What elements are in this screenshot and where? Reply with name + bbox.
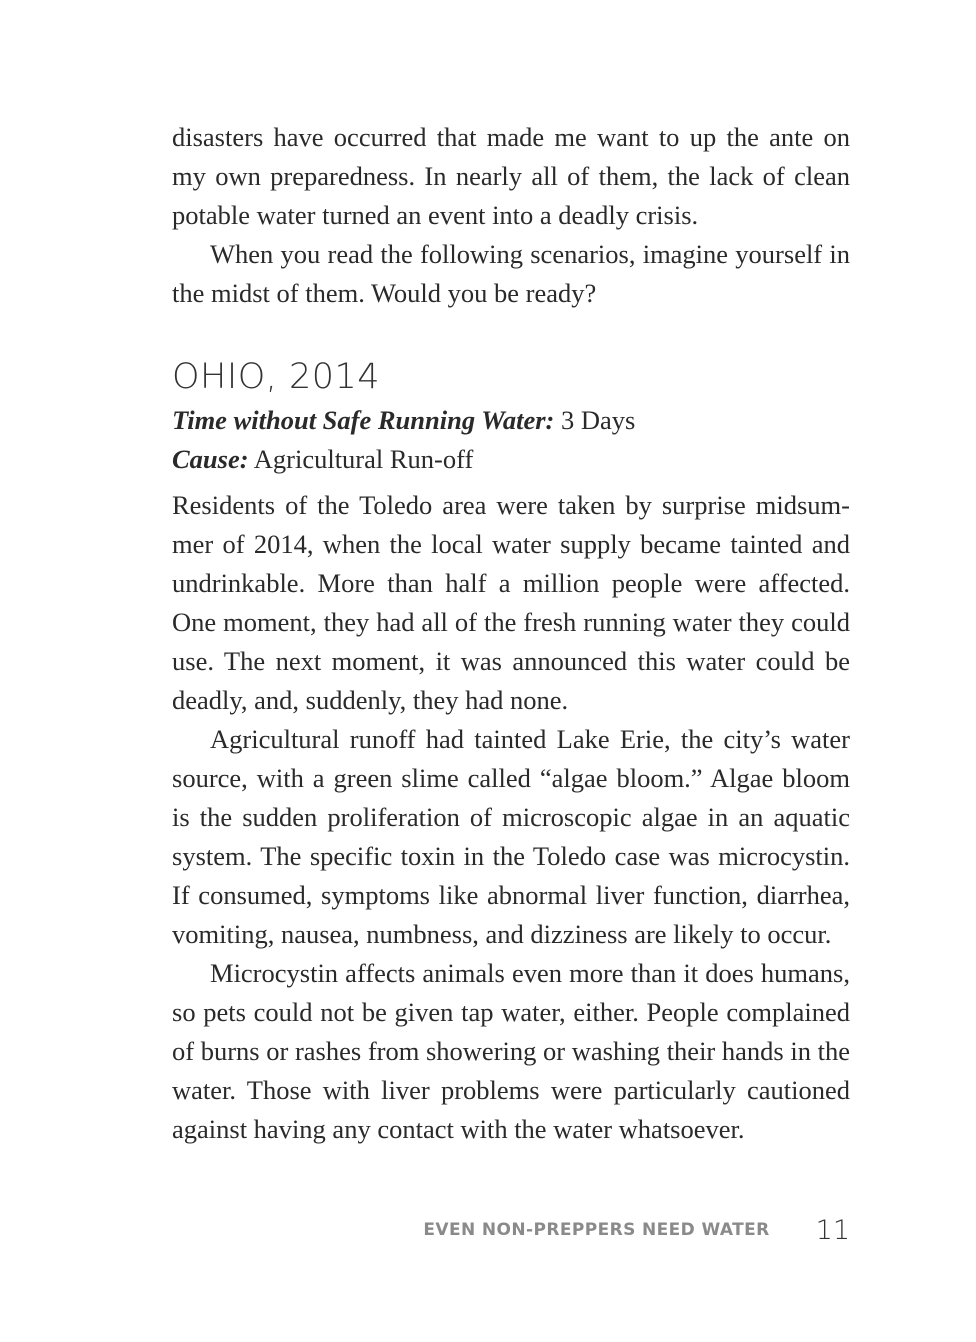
running-title: EVEN NON-PREPPERS NEED WATER	[423, 1220, 770, 1240]
page-footer	[423, 1208, 850, 1252]
page-body	[172, 118, 850, 1149]
cause-line	[172, 440, 850, 479]
page-number: 11	[815, 1214, 850, 1246]
time-without-water-value: 3 Days	[554, 405, 636, 435]
intro-paragraph: disasters have occurred that made me want to up the ante on my own preparedness. In nearly all of them, the lack of clean potable water turned an event into a deadly crisis.	[172, 122, 850, 230]
cause-value: Agricultural Run-off	[248, 444, 474, 474]
body-paragraph: Microcystin affects animals even more than it does humans, so pets could not be given tap water, either. People complained of burns or rashes from showering or washing their hands in the water. Those with liver problems were particularly cautioned against having any contact with the water whatsoever.	[172, 958, 850, 1144]
body-paragraph: Residents of the Toledo area were taken by surprise midsummer of 2014, when the local water supply became tainted and undrinkable. More than half a million people were affected. One moment, they had all of the fresh running water they could use. The next moment, it was announced this water could be deadly, and, suddenly, they had none.	[172, 490, 850, 715]
cause-label: Cause:	[172, 444, 249, 474]
time-without-water-label: Time without Safe Running Water:	[172, 405, 555, 435]
time-without-water-line	[172, 401, 850, 440]
body-paragraph: Agricultural runoff had tainted Lake Erie, the city’s water source, with a green slime called “algae bloom.” Algae bloom is the sudden proliferation of microscopic algae in an aquatic system. The specific toxin in the Toledo case was microcystin. If consumed, symptoms like abnormal liver function, diarrhea, vomiting, nausea, numbness, and dizziness are likely to occur.	[172, 724, 850, 949]
section-heading: OHIO, 2014	[172, 357, 381, 397]
intro-paragraph: When you read the following scenarios, imagine yourself in the midst of them. Would you be ready?	[172, 239, 850, 308]
